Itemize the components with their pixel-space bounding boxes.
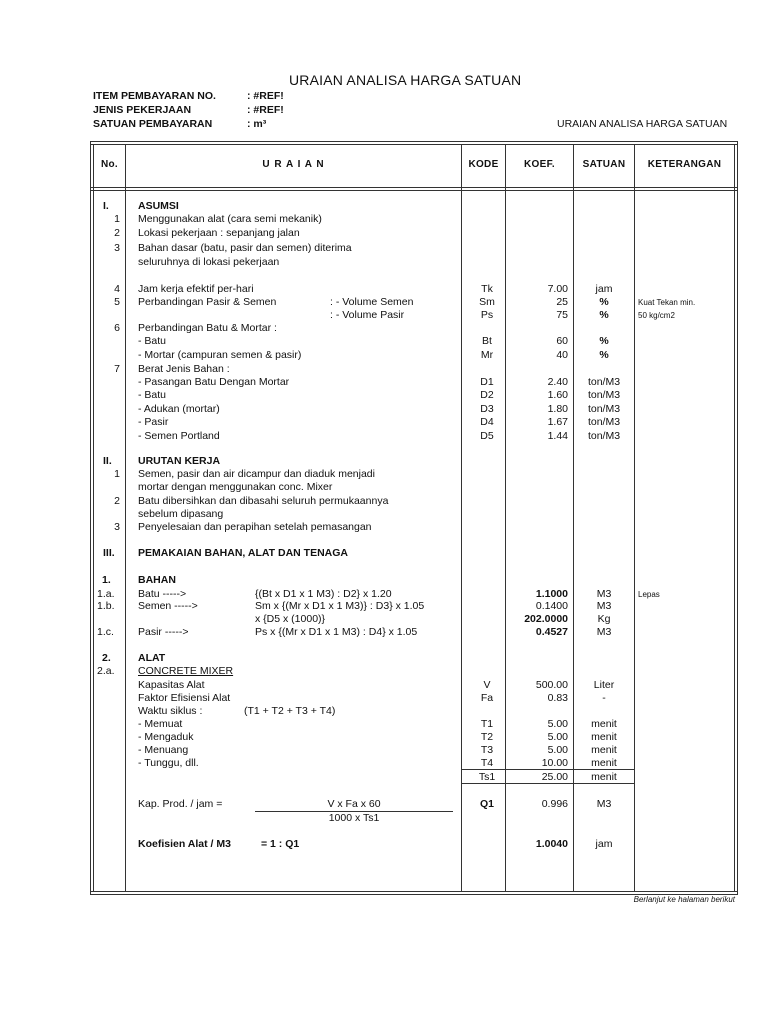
header-koef: KOEF. xyxy=(524,159,555,170)
row-text: Kap. Prod. / jam = xyxy=(138,798,223,810)
koef-cell: 0.1400 xyxy=(535,600,568,612)
satuan-cell: M3 xyxy=(596,798,612,810)
row-text: Lokasi pekerjaan : sepanjang jalan xyxy=(138,227,300,239)
satuan-cell: menit xyxy=(591,731,617,743)
satuan-cell: jam xyxy=(595,838,613,850)
row-no: 1 xyxy=(114,468,120,480)
row-no: 6 xyxy=(114,322,120,334)
row-no: 1.a. xyxy=(97,588,115,600)
koef-cell: 1.80 xyxy=(547,403,568,415)
kode-cell: D3 xyxy=(480,403,494,415)
row-no: 7 xyxy=(114,363,120,375)
koefisien-formula: = 1 : Q1 xyxy=(261,838,300,850)
koef-cell: 10.00 xyxy=(541,757,568,769)
kode-cell: D5 xyxy=(480,430,494,442)
kode-cell: D2 xyxy=(480,389,494,401)
koef-cell: 1.0040 xyxy=(535,838,568,850)
item-label: ITEM PEMBAYARAN NO. xyxy=(93,90,216,102)
row-formula: Ps x {(Mr x D1 x 1 M3) : D4} x 1.05 xyxy=(255,626,418,638)
row-no: 1 xyxy=(114,213,120,225)
sum-line-bottom xyxy=(462,783,634,784)
satuan-cell: M3 xyxy=(596,588,612,600)
kode-cell: Bt xyxy=(482,335,492,347)
row-text: Menggunakan alat (cara semi mekanik) xyxy=(138,213,322,225)
fraction-denominator: 1000 x Ts1 xyxy=(328,812,380,824)
row-text: Kapasitas Alat xyxy=(138,679,205,691)
row-no: 3 xyxy=(114,242,120,254)
satuan-cell: ton/M3 xyxy=(587,430,621,442)
row-text: - Mengaduk xyxy=(138,731,194,743)
page-title: URAIAN ANALISA HARGA SATUAN xyxy=(289,72,522,88)
koef-cell: 1.44 xyxy=(547,430,568,442)
section-heading-pemakaian: PEMAKAIAN BAHAN, ALAT DAN TENAGA xyxy=(138,547,348,559)
col-left-border xyxy=(90,141,91,895)
koef-cell: 5.00 xyxy=(547,718,568,730)
koef-cell: 2.40 xyxy=(547,376,568,388)
row-formula: {(Bt x D1 x 1 M3) : D2} x 1.20 xyxy=(255,588,392,600)
row-text: - Pasangan Batu Dengan Mortar xyxy=(138,376,290,388)
jenis-value: : #REF! xyxy=(247,104,284,116)
table-top-border-inner xyxy=(90,144,738,145)
kode-cell: Q1 xyxy=(479,798,494,810)
row-text: Perbandingan Batu & Mortar : xyxy=(138,322,277,334)
satuan-cell: M3 xyxy=(596,600,612,612)
row-no: 1.c. xyxy=(97,626,114,638)
row-label: Semen -----> xyxy=(138,600,198,612)
row-text: seluruhnya di lokasi pekerjaan xyxy=(138,256,280,268)
section-heading-asumsi: ASUMSI xyxy=(138,200,179,212)
satuan-cell: ton/M3 xyxy=(587,416,621,428)
subsection-num-bahan: 1. xyxy=(102,574,111,586)
header-keterangan: KETERANGAN xyxy=(647,159,722,170)
satuan-cell: ton/M3 xyxy=(587,376,621,388)
row-label: Batu -----> xyxy=(138,588,187,600)
item-value: : #REF! xyxy=(247,90,284,102)
satuan-cell: Kg xyxy=(597,613,611,625)
row-no: 4 xyxy=(114,283,120,295)
koef-cell: 5.00 xyxy=(547,731,568,743)
row-text: - Batu xyxy=(138,335,167,347)
row-no: 3 xyxy=(114,521,120,533)
kode-cell: Sm xyxy=(479,296,495,308)
kode-cell: T4 xyxy=(480,757,494,769)
kode-cell: V xyxy=(483,679,491,691)
subsection-heading-alat: ALAT xyxy=(138,652,166,664)
col-left-border-inner xyxy=(93,144,94,892)
section-heading-urutan: URUTAN KERJA xyxy=(138,455,221,467)
row-text: Penyelesaian dan perapihan setelah pemasangan xyxy=(138,521,372,533)
kode-cell: Tk xyxy=(481,283,493,295)
row-text: - Memuat xyxy=(138,718,183,730)
satuan-cell: - xyxy=(602,692,606,704)
header-uraian: U R A I A N xyxy=(262,159,325,170)
kode-cell: T3 xyxy=(480,744,494,756)
satuan-cell: menit xyxy=(591,771,617,783)
row-formula: (T1 + T2 + T3 + T4) xyxy=(244,705,336,717)
header-no: No. xyxy=(100,159,118,170)
row-text: Jam kerja efektif per-hari xyxy=(138,283,254,295)
koefisien-label: Koefisien Alat / M3 xyxy=(138,838,231,850)
koef-cell: 75 xyxy=(556,309,568,321)
satuan-cell: Liter xyxy=(593,679,615,691)
keterangan-cell: Kuat Tekan min. xyxy=(638,298,696,307)
sum-line xyxy=(462,769,634,770)
table-bottom-border xyxy=(90,891,738,892)
kode-cell: Ps xyxy=(480,309,494,321)
satuan-cell: ton/M3 xyxy=(587,389,621,401)
satuan-cell: M3 xyxy=(596,626,612,638)
satuan-cell: % xyxy=(599,335,609,347)
row-text: Waktu siklus : xyxy=(138,705,203,717)
koef-cell: 202.0000 xyxy=(524,613,568,625)
equipment-name: CONCRETE MIXER xyxy=(138,665,234,677)
jenis-label: JENIS PEKERJAAN xyxy=(93,104,192,116)
satuan-cell: % xyxy=(599,309,609,321)
row-label: Pasir -----> xyxy=(138,626,189,638)
koef-cell: 7.00 xyxy=(547,283,568,295)
header-satuan: SATUAN xyxy=(582,159,626,170)
satuan-cell: % xyxy=(599,296,609,308)
row-text: - Semen Portland xyxy=(138,430,220,442)
section-num-asumsi: I. xyxy=(103,200,109,212)
satuan-cell: ton/M3 xyxy=(587,403,621,415)
header-bottom-border-inner xyxy=(90,190,738,191)
koef-cell: 1.1000 xyxy=(535,588,568,600)
subsection-heading-bahan: BAHAN xyxy=(138,574,176,586)
row-text: - Batu xyxy=(138,389,167,401)
satuan-label: SATUAN PEMBAYARAN xyxy=(93,118,213,130)
keterangan-cell: Lepas xyxy=(638,590,660,599)
table-top-border xyxy=(90,141,738,142)
koef-cell: 0.996 xyxy=(541,798,568,810)
satuan-cell: % xyxy=(599,349,609,361)
kode-cell: D4 xyxy=(480,416,494,428)
kode-cell: Fa xyxy=(480,692,494,704)
koef-cell: 25 xyxy=(556,296,568,308)
row-text: - Adukan (mortar) xyxy=(138,403,220,415)
satuan-cell: menit xyxy=(591,718,617,730)
row-text: sebelum dipasang xyxy=(138,508,224,520)
row-text: - Pasir xyxy=(138,416,169,428)
fraction-numerator: V x Fa x 60 xyxy=(327,798,381,810)
row-no: 2 xyxy=(114,495,120,507)
col-right-border-inner xyxy=(734,144,735,892)
row-text: Semen, pasir dan air dicampur dan diaduk menjadi xyxy=(138,468,375,480)
koef-cell: 0.4527 xyxy=(535,626,568,638)
koef-cell: 1.67 xyxy=(547,416,568,428)
row-text: Berat Jenis Bahan : xyxy=(138,363,230,375)
row-formula: x {D5 x (1000)} xyxy=(255,613,326,625)
row-text: Batu dibersihkan dan dibasahi seluruh permukaannya xyxy=(138,495,389,507)
col-right-border xyxy=(737,141,738,895)
row-no: 2 xyxy=(114,227,120,239)
row-subtext: : - Volume Pasir xyxy=(330,309,405,321)
continued-note: Berlanjut ke halaman berikut xyxy=(633,895,735,904)
kode-cell: Mr xyxy=(480,349,494,361)
koef-cell: 5.00 xyxy=(547,744,568,756)
row-text: - Menuang xyxy=(138,744,189,756)
koef-cell: 25.00 xyxy=(541,771,568,783)
koef-cell: 40 xyxy=(556,349,568,361)
row-subtext: : - Volume Semen xyxy=(330,296,414,308)
satuan-cell: menit xyxy=(591,744,617,756)
koef-cell: 60 xyxy=(556,335,568,347)
row-formula: Sm x {(Mr x D1 x 1 M3)} : D3} x 1.05 xyxy=(255,600,425,612)
row-text: Faktor Efisiensi Alat xyxy=(138,692,231,704)
kode-cell: D1 xyxy=(480,376,494,388)
row-text: - Tunggu, dll. xyxy=(138,757,199,769)
col-divider-no xyxy=(125,144,126,892)
row-no: 1.b. xyxy=(97,600,115,612)
row-no: 2.a. xyxy=(97,665,115,677)
keterangan-cell: 50 kg/cm2 xyxy=(638,311,675,320)
satuan-cell: menit xyxy=(591,757,617,769)
header-bottom-border xyxy=(90,187,738,188)
row-text: Bahan dasar (batu, pasir dan semen) diterima xyxy=(138,242,352,254)
kode-cell: T1 xyxy=(480,718,494,730)
row-text: Perbandingan Pasir & Semen xyxy=(138,296,277,308)
section-num-pemakaian: III. xyxy=(103,547,115,559)
kode-cell: Ts1 xyxy=(478,771,496,783)
satuan-cell: jam xyxy=(595,283,613,295)
row-text: - Mortar (campuran semen & pasir) xyxy=(138,349,302,361)
row-no: 5 xyxy=(114,296,120,308)
kode-cell: T2 xyxy=(480,731,494,743)
koef-cell: 0.83 xyxy=(547,692,568,704)
header-kode: KODE xyxy=(468,159,499,170)
row-text: mortar dengan menggunakan conc. Mixer xyxy=(138,481,333,493)
right-caption: URAIAN ANALISA HARGA SATUAN xyxy=(557,118,728,130)
col-divider-satuan xyxy=(634,144,635,892)
koef-cell: 500.00 xyxy=(535,679,568,691)
satuan-value: : m³ xyxy=(247,118,267,130)
subsection-num-alat: 2. xyxy=(102,652,111,664)
section-num-urutan: II. xyxy=(103,455,112,467)
koef-cell: 1.60 xyxy=(547,389,568,401)
